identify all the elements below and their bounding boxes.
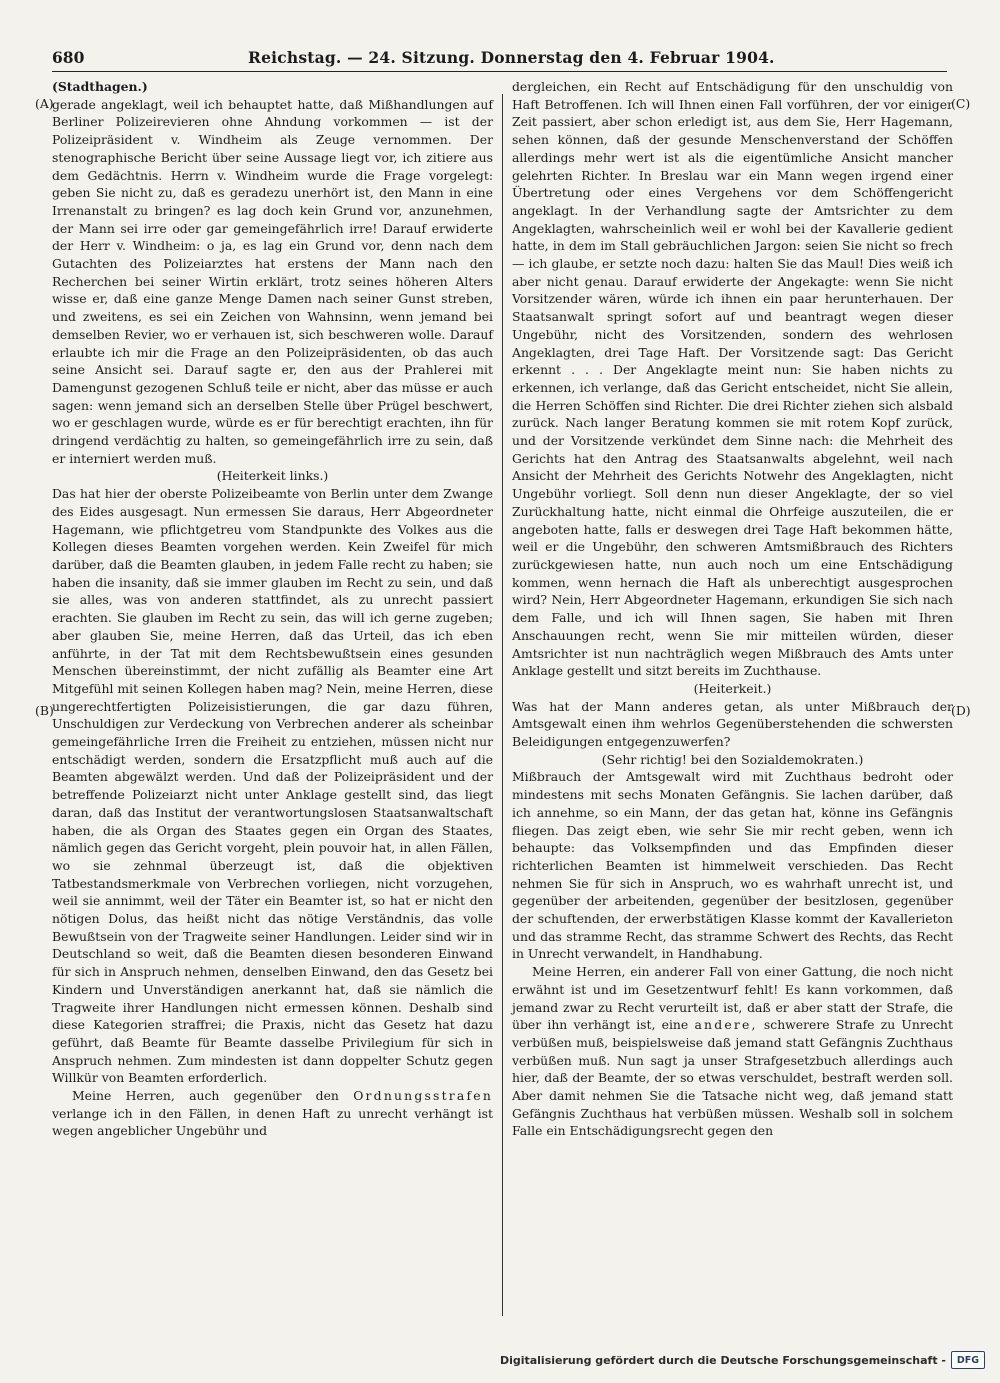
right-paragraph-4-spaced: andere, <box>694 1017 758 1033</box>
margin-marker-a: (A) <box>35 96 54 111</box>
page-number: 680 <box>52 48 85 67</box>
left-paragraph-1: gerade angeklagt, weil ich behauptet hatte, daß Mißhandlungen auf Berliner Polizeirevieren ohne Ahndung vorkommen — ist der Polizeipräsident v. Windheim als Zeuge vernommen. Der stenographische Bericht über seine Aussage liegt vor, ich zitiere aus dem Gedächtnis. Herrn v. Windheim wurde die Frage vorgelegt: geben Sie nicht zu, daß es geradezu unerhört ist, den Mann in eine Irrenanstalt zu bringen? es lag doch kein Grund vor, anzunehmen, der Mann sei irre oder gar gemeingefährlich irre! Darauf erwiderte der Herr v. Windheim: o ja, es lag ein Grund vor, denn nach dem Gutachten des Polizeiarztes hat erstens der Mann nach den Recherchen bei seiner Wirtin erklärt, trotz seines höheren Alters wisse er, daß eine ganze Menge Damen nach seiner Gunst streben, und zweitens, es sei ein Zeichen von Wahnsinn, wenn jemand bei demselben Revier, wo er verhauen ist, sich beschweren wolle. Darauf erlaubte ich mir die Frage an den Polizeipräsidenten, ob das auch seine Ansicht sei. Darauf sagte er, den aus der Prahlerei mit Damengunst gezogenen Schluß teile er nicht, aber das müsse er auch sagen: wenn jemand sich an derselben Stelle über Prügel beschwert, wo er geschlagen wurde, würde es er für berechtigt erachten, ihn für dringend verdächtig zu halten, so gemeingefährlich irre zu sein, daß er interniert werden muß. <box>52 96 493 466</box>
left-paragraph-3 <box>52 1087 493 1140</box>
left-paragraph-2: Das hat hier der oberste Polizeibeamte von Berlin unter dem Zwange des Eides ausgesagt. Nun ermessen Sie daraus, Herr Abgeordneter Hagemann, wie pflichtgetreu vom Standpunkte des Volkes aus die Kollegen dieses Beamten vorgehen werden. Kein Zweifel für mich darüber, daß die Beamten glauben, in jedem Falle recht zu haben; sie haben die insanity, daß sie immer glauben im Recht zu sein, und daß sie alles, was von anderen stattfindet, als zu unrecht passiert erachten. Sie glauben im Recht zu sein, das will ich gerne zugeben; aber glauben Sie, meine Herren, daß das Urteil, das ich eben anführte, in der Tat mit dem Rechtsbewußtsein eines gesunden Menschen übereinstimmt, der nicht zufällig als Beamter eine Art Mitgefühl mit seinen Kollegen haben mag? Nein, meine Herren, diese ungerechtfertigten Polizeisistierungen, die gar dazu führen, Unschuldigen zur Verdeckung von Verbrechen anderer als scheinbar gemeingefährliche Irren die Freiheit zu entziehen, müssen nicht nur entschädigt werden, sondern die Ersatzpflicht muß auch auf die Beamten abgewälzt werden. Und daß der Polizeipräsident und der betreffende Polizeiarzt nicht unter Anklage gestellt sind, das liegt daran, daß das Institut der verantwortungslosen Staatsanwaltschaft haben, die als Organ des Staates gegen ein Organ des Staates, nämlich gegen das Gericht vorgeht, plein pouvoir hat, in allen Fällen, wo sie zehnmal überzeugt ist, daß die objektiven Tatbestandsmerkmale von Verbrechen vorliegen, nicht vorzugehen, weil sie annimmt, weil der Täter ein Beamter ist, so hat er nicht den nötigen Dolus, das heißt nicht das nötige Verständnis, das volle Bewußtsein von der Tragweite seiner Handlungen. Leider sind wir in Deutschland so weit, daß die Beamten diesen besonderen Einwand für sich in Anspruch nehmen, denselben Einwand, den das Gesetz bei Kindern und Unverständigen anerkannt hat, daß sie nämlich die Tragweite ihrer Handlungen nicht ermessen können. Deshalb sind diese Kategorien straffrei; die Praxis, nicht das Gesetz hat dazu geführt, daß Beamte für Beamte dasselbe Privilegium für sich in Anspruch nehmen. Zum mindesten ist dann doppelter Schutz gegen Willkür von Beamten erforderlich. <box>52 486 493 1086</box>
left-paragraph-3-rest: verlange ich in den Fällen, in denen Haft zu unrecht verhängt ist wegen angeblicher Ungebühr und <box>52 1105 493 1139</box>
left-paragraph-3-spaced: Ordnungsstrafen <box>353 1088 493 1104</box>
dfg-logo-icon: DFG <box>951 1351 985 1369</box>
right-paragraph-2: Was hat der Mann anderes getan, als unter Mißbrauch der Amtsgewalt einen ihm wehrlos Gegenüberstehenden die schwersten Beleidigungen entgegenzuwerfen? <box>512 698 953 750</box>
speaker-name: (Stadthagen.) <box>52 79 148 94</box>
column-divider <box>502 94 503 1316</box>
margin-marker-d: (D) <box>951 703 971 718</box>
digitization-footer <box>500 1349 985 1371</box>
right-paragraph-3: Mißbrauch der Amtsgewalt wird mit Zuchthaus bedroht oder mindestens mit sechs Monaten Gefängnis. Sie lachen darüber, daß ich annehme, so ein Mann, der das getan hat, könne ins Gefängnis fliegen. Das zeigt eben, wie sehr Sie mir recht geben, wenn ich behaupte: das Volksempfinden und das Empfinden dieser richterlichen Beamten ist himmelweit verschieden. Das Recht nehmen Sie für sich in Anspruch, wo es wahrhaft unrecht ist, und gegenüber der arbeitenden, gegenüber der besitzlosen, gegenüber der schuftenden, der erwerbstätigen Klasse kommt der Kavallerieton und das stramme Recht, das stramme Schwert des Rechts, das Recht in Unrecht verwandelt, in Handhabung. <box>512 769 953 962</box>
footer-credit: Digitalisierung gefördert durch die Deutsche Forschungsgemeinschaft - <box>499 1353 946 1367</box>
running-title: Reichstag. — 24. Sitzung. Donnerstag den 4. Februar 1904. <box>248 48 775 67</box>
left-interjection-1: (Heiterkeit links.) <box>216 468 329 484</box>
margin-marker-b: (B) <box>35 703 54 718</box>
left-paragraph-3-start: Meine Herren, auch gegenüber den <box>72 1088 339 1104</box>
right-paragraph-4 <box>512 963 953 1140</box>
margin-marker-c: (C) <box>951 96 971 111</box>
right-interjection-1: (Heiterkeit.) <box>693 680 772 696</box>
right-paragraph-1: dergleichen, ein Recht auf Entschädigung für den unschuldig von Haft Betroffenen. Ich will Ihnen einen Fall vorführen, der vor einiger Zeit passiert, aber schon erledigt ist, aus dem Sie, Herr Hagemann, sehen können, daß der gesunde Menschenverstand der Schöffen allerdings mehr wert ist als die eigentümliche Ansicht mancher gelehrten Richter. In Breslau war ein Mann wegen irgend einer Übertretung oder eines Vergehens vor dem Schöffengericht angeklagt. In der Verhandlung sagte der Amtsrichter zu dem Angeklagten, wahrscheinlich weil er wohl bei der Kavallerie gedient hatte, in dem im Stall gebräuchlichen Jargon: seien Sie nicht so frech — ich glaube, er setzte noch dazu: halten Sie das Maul! Dies weiß ich aber nicht genau. Darauf erwiderte der Angekagte: wenn Sie nicht Vorsitzender wären, würde ich ihnen ein paar herunterhauen. Der Staatsanwalt springt sofort auf und beantragt wegen dieser Ungebühr, nicht des Vorsitzenden, sondern des wehrlosen Angeklagten, drei Tage Haft. Der Vorsitzende sagt: Das Gericht erkennt . . . Der Angeklagte meint nun: Sie haben nichts zu erkennen, ich verlange, daß das Gericht entscheidet, nicht Sie allein, die Herren Schöffen sind Richter. Die drei Richter ziehen sich alsbald zurück. Nach langer Beratung kommen sie mit rotem Kopf zurück, und der Vorsitzende verkündet dem Sinne nach: die Mehrheit des Gerichts hat den Antrag des Staatsanwalts abgelehnt, weil nach Ansicht der Mehrheit des Gerichts Notwehr des Angeklagten, nicht Ungebühr vorliegt. Soll denn nun dieser Angeklagte, der so viel Zurückhaltung hatte, nicht einmal die Ohrfeige auszuteilen, die er angeboten hatte, falls er deswegen drei Tage Haft bekommen hätte, weil er die Ungebühr, den schweren Amtsmißbrauch des Richters zurückgewiesen hatte, nun auch noch um eine Entschädigung kommen, wenn hernach die Haft als unberechtigt ausgesprochen wird? Nein, Herr Abgeordneter Hagemann, erkundigen Sie sich nach dem Falle, und ich will Ihnen sagen, Sie haben mit Ihren Anschauungen recht, wenn Sie mir mitteilen würden, dieser Amtsrichter ist nun nachträglich wegen Mißbrauch des Amts unter Anklage gestellt und sitzt bereits im Zuchthause. <box>512 79 953 679</box>
right-interjection-2: (Sehr richtig! bei den Sozialdemokraten.) <box>601 751 864 767</box>
left-column <box>52 78 493 1140</box>
right-column <box>512 78 953 1140</box>
right-paragraph-4-rest: schwerere Strafe zu Unrecht verbüßen muß, beispielsweise daß jemand statt Gefängnis Zuchthaus verbüßen muß. Nun sagt ja unser Strafgesetzbuch allerdings auch hier, daß der Beamte, der so etwas verschuldet, bestraft werden soll. Aber damit nehmen Sie die Tatsache nicht weg, daß jemand statt Gefängnis Zuchthaus hat verbüßen müssen. Weshalb soll in solchem Falle ein Entschädigungsrecht gegen den <box>512 1017 953 1139</box>
right-paragraph-4-start: Meine Herren, ein anderer Fall von einer Gattung, die noch nicht erwähnt ist und im Gesetzentwurf fehlt! Es kann vorkommen, daß jemand zwar zu Recht verurteilt ist, daß er aber statt der Strafe, die über ihn verhängt ist, eine <box>512 964 953 1033</box>
page-header <box>52 45 947 72</box>
